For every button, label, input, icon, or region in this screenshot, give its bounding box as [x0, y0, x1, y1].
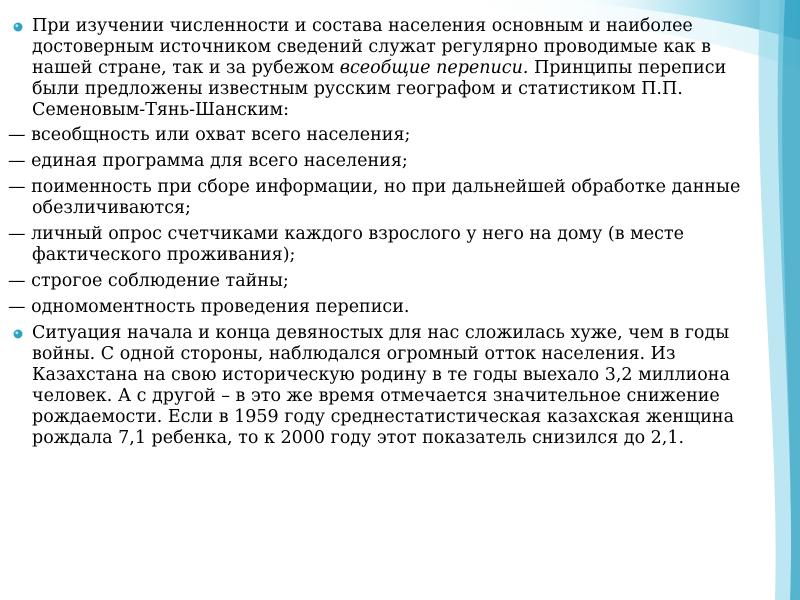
slide-body [8, 16, 748, 453]
paragraph-text: Ситуация начала и конца девяностых для нас сложилась хуже, чем в годы войны. С одной стороны, наблюдался огромный отток населения. Из Казахстана на свою историческую родину в те годы выехало 3,2 миллиона человек. А с другой – в это же время отмечается значительное снижение рождаемости. Если в 1959 году среднестатистическая казахская женщина рождала 7,1 ребенка, то к 2000 году этот показатель снизился до 2,1. [32, 323, 734, 448]
circle-bullet-icon [12, 323, 26, 344]
list-item: — единая программа для всего населения; [8, 151, 408, 171]
list-item: — одномоментность проведения переписи. [8, 297, 410, 317]
paragraph-emphasis: всеобщие переписи. [339, 58, 529, 78]
paragraph-text-start: При изучении численности и состава населения основным и наиболее достоверным источником сведений служат регулярно проводимые как в нашей стране, так и за рубежом [32, 16, 711, 78]
paragraph-demographic-situation [8, 323, 748, 449]
list-item: — личный опрос счетчиками каждого взрослого у него на дому (в месте фактического проживания); [8, 224, 684, 265]
list-item: — строгое соблюдение тайны; [8, 271, 289, 291]
list-item: — всеобщность или охват всего населения; [8, 125, 411, 145]
list-item: — поименность при сборе информации, но при дальнейшей обработке данные обезличиваются; [8, 177, 741, 218]
circle-bullet-icon [12, 16, 26, 37]
paragraph-text-end: Принципы переписи были предложены известным русским географом и статистиком П.П. Семеновым-Тянь-Шанским: [32, 58, 727, 120]
paragraph-census-principles [8, 16, 748, 121]
